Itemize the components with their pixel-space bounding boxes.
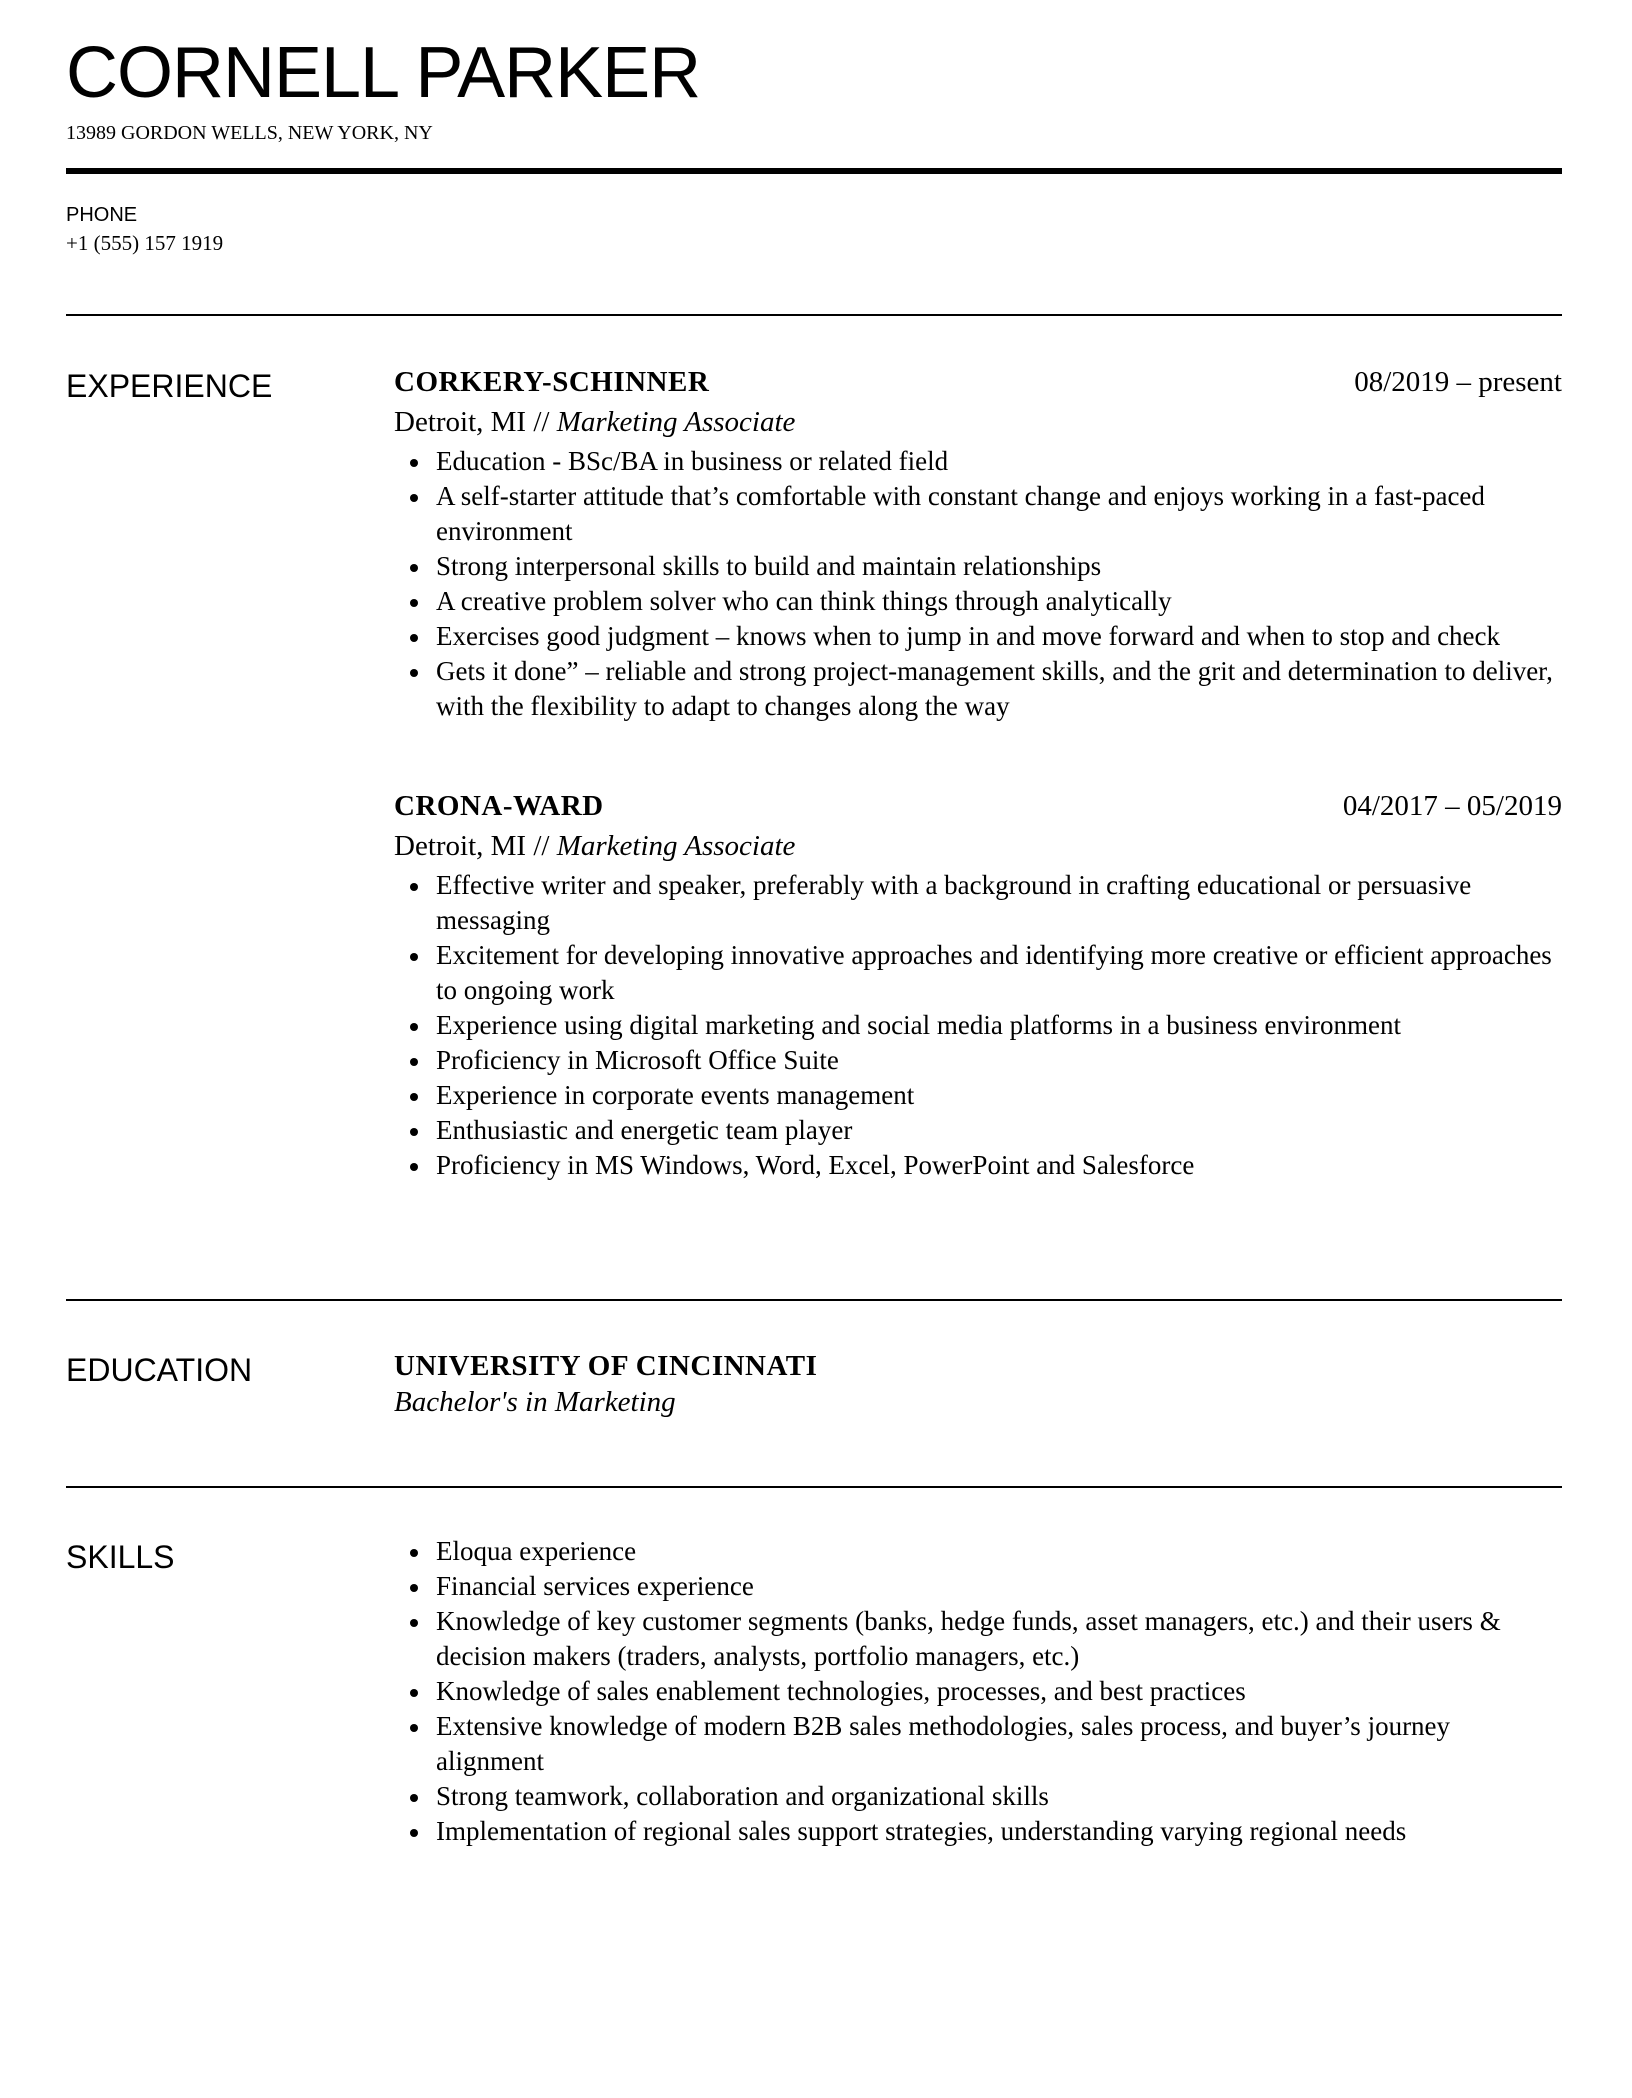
experience-section (394, 362, 1562, 1183)
bullet-item: A self-starter attitude that’s comfortable with constant change and enjoys working in a fast-paced environment (394, 479, 1562, 549)
bullet-item: Education - BSc/BA in business or related field (394, 444, 1562, 479)
skill-item: Knowledge of key customer segments (banks, hedge funds, asset managers, etc.) and their users & decision makers (traders, analysts, portfolio managers, etc.) (394, 1604, 1562, 1674)
skills-list (394, 1534, 1562, 1849)
education-degree: Bachelor's in Marketing (394, 1386, 676, 1418)
experience-heading: EXPERIENCE (66, 368, 273, 404)
skill-item: Implementation of regional sales support strategies, understanding varying regional needs (394, 1814, 1562, 1849)
job-dates: 04/2017 – 05/2019 (1342, 790, 1562, 822)
bullet-item: Enthusiastic and energetic team player (394, 1113, 1562, 1148)
skill-item: Strong teamwork, collaboration and organizational skills (394, 1779, 1562, 1814)
skill-item: Extensive knowledge of modern B2B sales methodologies, sales process, and buyer’s journey alignment (394, 1709, 1562, 1779)
job-dates: 08/2019 – present (1354, 366, 1562, 398)
education-heading: EDUCATION (66, 1352, 253, 1388)
bullet-item: Excitement for developing innovative approaches and identifying more creative or efficient approaches to ongoing work (394, 938, 1562, 1008)
job-location: Detroit, MI // (394, 830, 557, 862)
section-divider (66, 1299, 1562, 1301)
job-entry (394, 786, 1562, 1183)
job-bullets (394, 868, 1562, 1183)
bullet-item: Exercises good judgment – knows when to jump in and move forward and when to stop and check (394, 619, 1562, 654)
skill-item: Knowledge of sales enablement technologies, processes, and best practices (394, 1674, 1562, 1709)
skill-item: Eloqua experience (394, 1534, 1562, 1569)
job-location-role (394, 826, 1562, 866)
candidate-address: 13989 GORDON WELLS, NEW YORK, NY (66, 122, 433, 144)
bullet-item: Strong interpersonal skills to build and maintain relationships (394, 549, 1562, 584)
job-location-role (394, 402, 1562, 442)
phone-value: +1 (555) 157 1919 (66, 231, 224, 255)
bullet-item: Gets it done” – reliable and strong project-management skills, and the grit and determination to deliver, with the flexibility to adapt to changes along the way (394, 654, 1562, 724)
skills-heading: SKILLS (66, 1539, 175, 1575)
bullet-item: Proficiency in Microsoft Office Suite (394, 1043, 1562, 1078)
job-location: Detroit, MI // (394, 406, 557, 438)
skills-section (394, 1534, 1562, 1849)
skill-item: Financial services experience (394, 1569, 1562, 1604)
bullet-item: Experience in corporate events management (394, 1078, 1562, 1113)
job-company: CRONA-WARD (394, 790, 604, 822)
section-divider (66, 1486, 1562, 1488)
job-company: CORKERY-SCHINNER (394, 366, 710, 398)
job-bullets (394, 444, 1562, 724)
education-section (394, 1348, 1562, 1420)
education-school: UNIVERSITY OF CINCINNATI (394, 1350, 818, 1382)
candidate-name: CORNELL PARKER (66, 33, 701, 113)
job-role: Marketing Associate (556, 830, 796, 862)
header-divider (66, 168, 1562, 174)
bullet-item: Proficiency in MS Windows, Word, Excel, PowerPoint and Salesforce (394, 1148, 1562, 1183)
phone-label: PHONE (66, 204, 138, 226)
job-entry (394, 362, 1562, 724)
bullet-item: Experience using digital marketing and social media platforms in a business environment (394, 1008, 1562, 1043)
bullet-item: Effective writer and speaker, preferably with a background in crafting educational or persuasive messaging (394, 868, 1562, 938)
section-divider (66, 314, 1562, 316)
job-role: Marketing Associate (556, 406, 796, 438)
bullet-item: A creative problem solver who can think things through analytically (394, 584, 1562, 619)
